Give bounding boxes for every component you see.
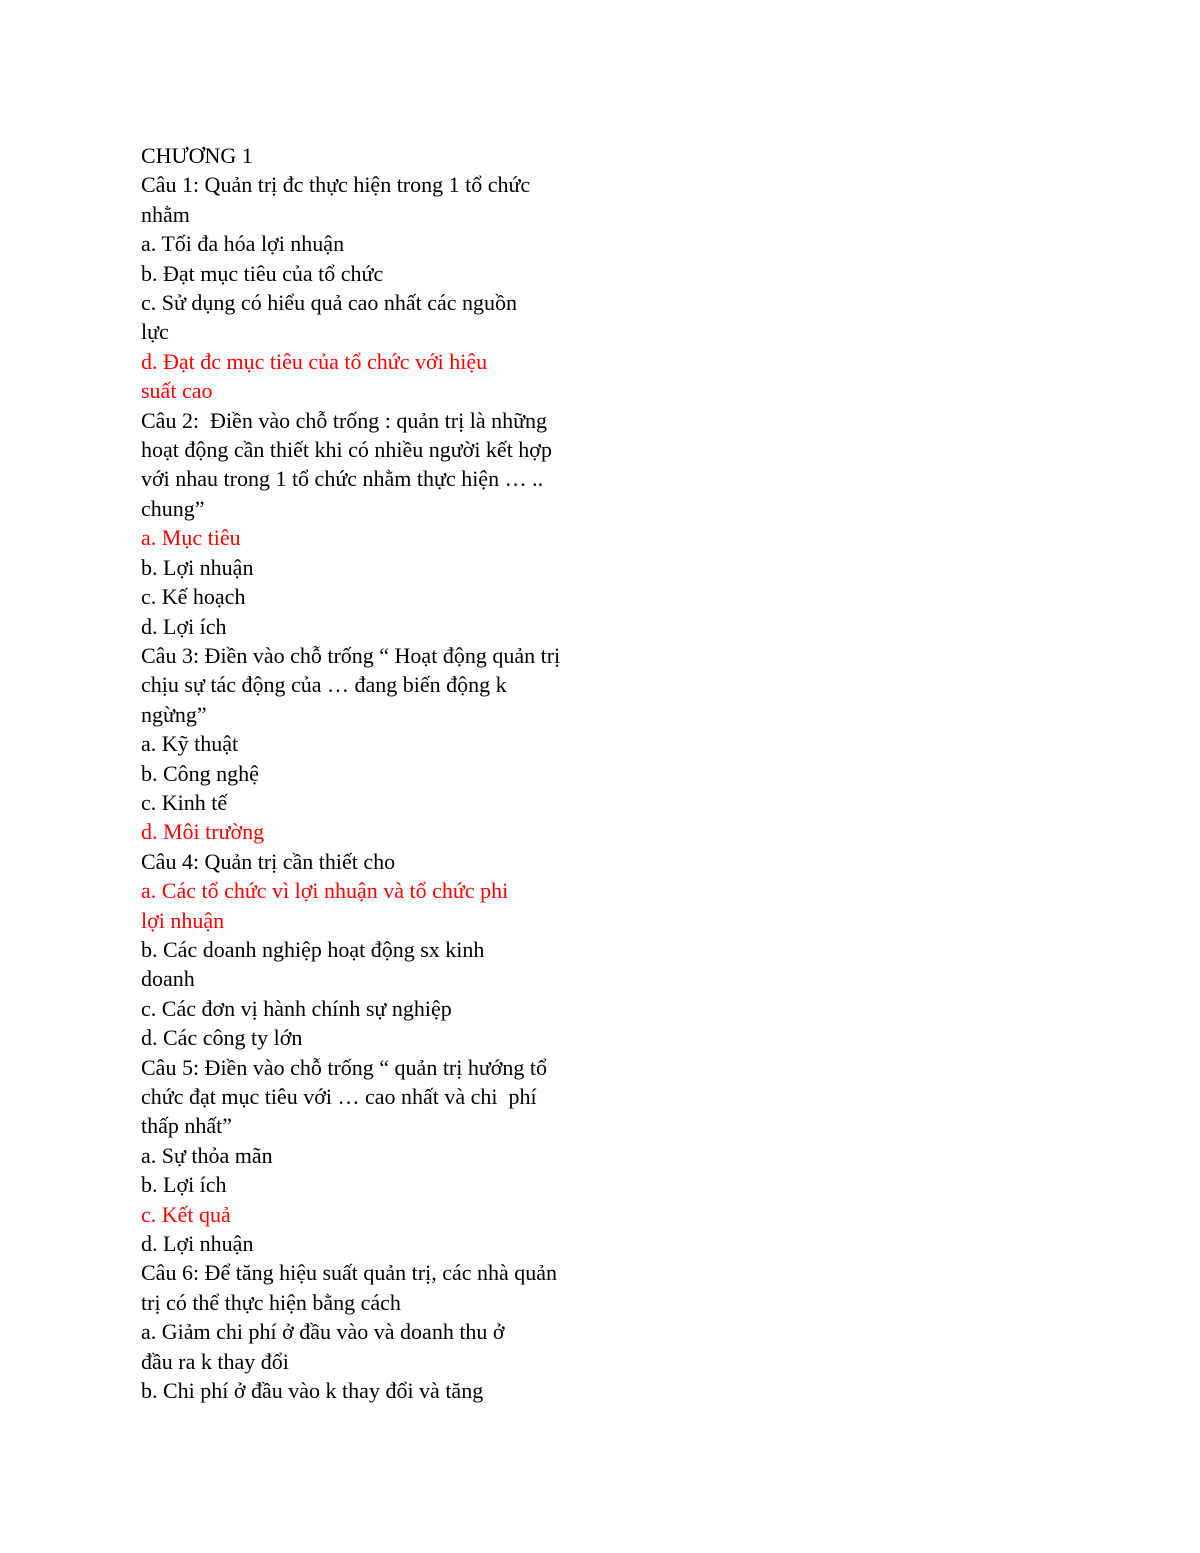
answer-option: b. Công nghệ [141, 760, 259, 786]
question-text: với nhau trong 1 tổ chức nhằm thực hiện … .. [141, 466, 544, 492]
question-block [141, 406, 641, 641]
answer-option: b. Chi phí ở đầu vào k thay đổi và tăng [141, 1378, 484, 1404]
question-block [141, 1053, 641, 1259]
correct-answer-option: a. Các tổ chức vì lợi nhuận và tổ chức phi [141, 878, 509, 904]
answer-option: doanh [141, 966, 195, 992]
answer-option: b. Các doanh nghiệp hoạt động sx kinh [141, 936, 485, 962]
question-text: Câu 1: Quản trị đc thực hiện trong 1 tổ chức [141, 172, 531, 198]
correct-answer-option: d. Đạt đc mục tiêu của tổ chức với hiệu [141, 348, 488, 374]
answer-option: c. Các đơn vị hành chính sự nghiệp [141, 995, 452, 1021]
question-block [141, 847, 641, 1053]
correct-answer-option: suất cao [141, 378, 213, 404]
answer-option: d. Lợi ích [141, 613, 227, 639]
question-text: chung” [141, 495, 205, 521]
answer-option: d. Các công ty lớn [141, 1025, 303, 1051]
question-text: Câu 3: Điền vào chỗ trống “ Hoạt động quản trị [141, 642, 561, 668]
chapter-title: CHƯƠNG 1 [141, 143, 253, 168]
answer-option: c. Kinh tế [141, 789, 228, 815]
correct-answer-option: a. Mục tiêu [141, 525, 241, 551]
question-text: Câu 5: Điền vào chỗ trống “ quản trị hướng tổ [141, 1054, 548, 1080]
answer-option: a. Giảm chi phí ở đầu vào và doanh thu ở [141, 1319, 505, 1345]
question-text: trị có thể thực hiện bằng cách [141, 1289, 401, 1315]
question-text: Câu 6: Để tăng hiệu suất quản trị, các nhà quản [141, 1260, 558, 1286]
correct-answer-option: lợi nhuận [141, 907, 225, 933]
question-text: Câu 4: Quản trị cần thiết cho [141, 848, 396, 874]
answer-option: a. Sự thỏa mãn [141, 1142, 273, 1168]
question-text: chịu sự tác động của … đang biến động k [141, 672, 507, 698]
question-text: ngừng” [141, 701, 207, 727]
question-list [141, 170, 641, 1405]
answer-option: a. Tối đa hóa lợi nhuận [141, 231, 345, 257]
answer-option: c. Kế hoạch [141, 584, 246, 610]
question-block [141, 641, 641, 847]
answer-option: a. Kỹ thuật [141, 731, 239, 757]
answer-option: đầu ra k thay đổi [141, 1348, 289, 1374]
answer-option: lực [141, 319, 169, 345]
answer-option: b. Lợi nhuận [141, 554, 254, 580]
question-text: Câu 2: Điền vào chỗ trống : quản trị là những [141, 407, 548, 433]
answer-option: b. Lợi ích [141, 1172, 227, 1198]
question-block [141, 170, 641, 405]
question-text: chức đạt mục tiêu với … cao nhất và chi phí [141, 1084, 537, 1109]
question-block [141, 1258, 641, 1405]
answer-option: d. Lợi nhuận [141, 1231, 254, 1257]
answer-option: b. Đạt mục tiêu của tổ chức [141, 260, 384, 286]
question-text: nhằm [141, 201, 190, 227]
question-text: thấp nhất” [141, 1113, 233, 1139]
correct-answer-option: c. Kết quả [141, 1201, 231, 1227]
question-text: hoạt động cần thiết khi có nhiều người kết hợp [141, 437, 552, 463]
answer-option: c. Sử dụng có hiểu quả cao nhất các nguồn [141, 290, 518, 316]
correct-answer-option: d. Môi trường [141, 819, 265, 845]
document-page [141, 141, 641, 1405]
